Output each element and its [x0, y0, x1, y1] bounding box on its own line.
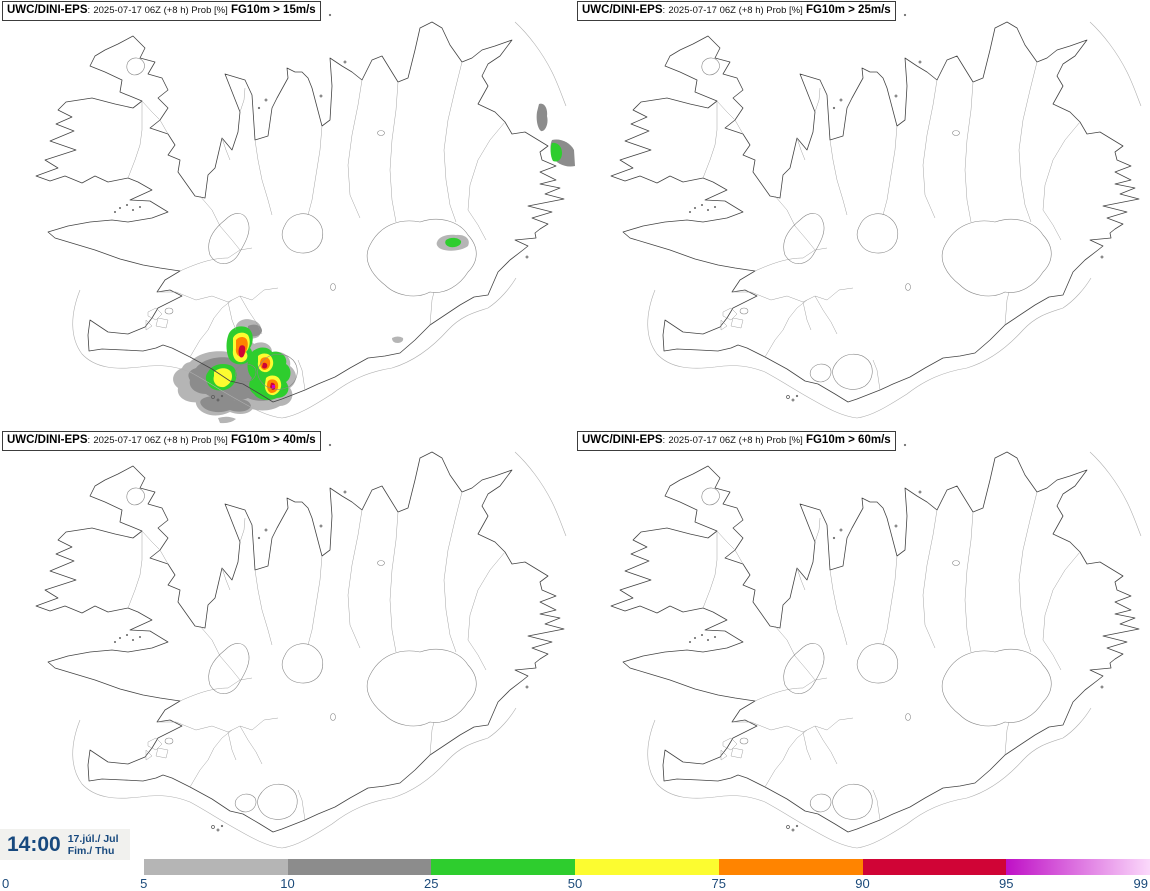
- date-line: 17.júl./ Jul: [67, 832, 119, 845]
- colorbar-tick: 75: [711, 876, 726, 891]
- probability-colorbar: [0, 859, 1150, 891]
- colorbar-tick: 0: [2, 876, 10, 891]
- map-panel-fg15: [0, 0, 575, 430]
- map-panel-fg25: [575, 0, 1150, 430]
- run-info: 2025-07-17 06Z (+8 h) Prob [%]: [668, 435, 803, 446]
- panel-title: UWC/DINI-EPS: 2025-07-17 06Z (+8 h) Prob [%] FG10m > 60m/s: [577, 431, 896, 451]
- model-name: UWC/DINI-EPS: [7, 434, 88, 446]
- colorbar-tick: 5: [140, 876, 148, 891]
- colorbar-segment: [1006, 859, 1150, 875]
- iceland-map: [575, 0, 1150, 430]
- colorbar-segment: [863, 859, 1007, 875]
- panel-title: UWC/DINI-EPS: 2025-07-17 06Z (+8 h) Prob [%] FG10m > 40m/s: [2, 431, 321, 451]
- threshold-label: FG10m > 15m/s: [230, 4, 316, 16]
- colorbar-segment: [144, 859, 288, 875]
- colorbar-tick: 90: [855, 876, 870, 891]
- colorbar-segment: [288, 859, 432, 875]
- run-info: 2025-07-17 06Z (+8 h) Prob [%]: [93, 435, 228, 446]
- colorbar-tick: 99: [1133, 876, 1148, 891]
- colorbar-bar: [0, 859, 1150, 875]
- colorbar-tick: 25: [424, 876, 439, 891]
- colorbar-tick: 95: [999, 876, 1014, 891]
- map-panel-fg40: [0, 430, 575, 860]
- probability-shading: [173, 104, 575, 424]
- prob-band-10: [188, 104, 575, 412]
- threshold-label: FG10m > 25m/s: [805, 4, 891, 16]
- panel-title: UWC/DINI-EPS: 2025-07-17 06Z (+8 h) Prob [%] FG10m > 15m/s: [2, 1, 321, 21]
- threshold-label: FG10m > 60m/s: [805, 434, 891, 446]
- iceland-map: [0, 0, 575, 430]
- day-line: Fim./ Thu: [67, 844, 115, 857]
- run-info: 2025-07-17 06Z (+8 h) Prob [%]: [668, 5, 803, 16]
- colorbar-segment: [431, 859, 575, 875]
- colorbar-segment: [575, 859, 719, 875]
- threshold-label: FG10m > 40m/s: [230, 434, 316, 446]
- colorbar-tick: 50: [567, 876, 583, 891]
- iceland-map: [575, 430, 1150, 860]
- valid-date: [68, 833, 119, 857]
- run-info: 2025-07-17 06Z (+8 h) Prob [%]: [93, 5, 228, 16]
- map-panel-fg60: [575, 430, 1150, 860]
- panel-title: UWC/DINI-EPS: 2025-07-17 06Z (+8 h) Prob [%] FG10m > 25m/s: [577, 1, 896, 21]
- valid-time: 14:00: [7, 832, 61, 856]
- colorbar-tick: 10: [280, 876, 295, 891]
- iceland-map: [0, 430, 575, 860]
- colorbar-segment: [719, 859, 863, 875]
- model-name: UWC/DINI-EPS: [582, 4, 663, 16]
- model-name: UWC/DINI-EPS: [7, 4, 88, 16]
- prob-band-95: [272, 385, 275, 388]
- valid-time-box: [0, 829, 130, 860]
- model-name: UWC/DINI-EPS: [582, 434, 663, 446]
